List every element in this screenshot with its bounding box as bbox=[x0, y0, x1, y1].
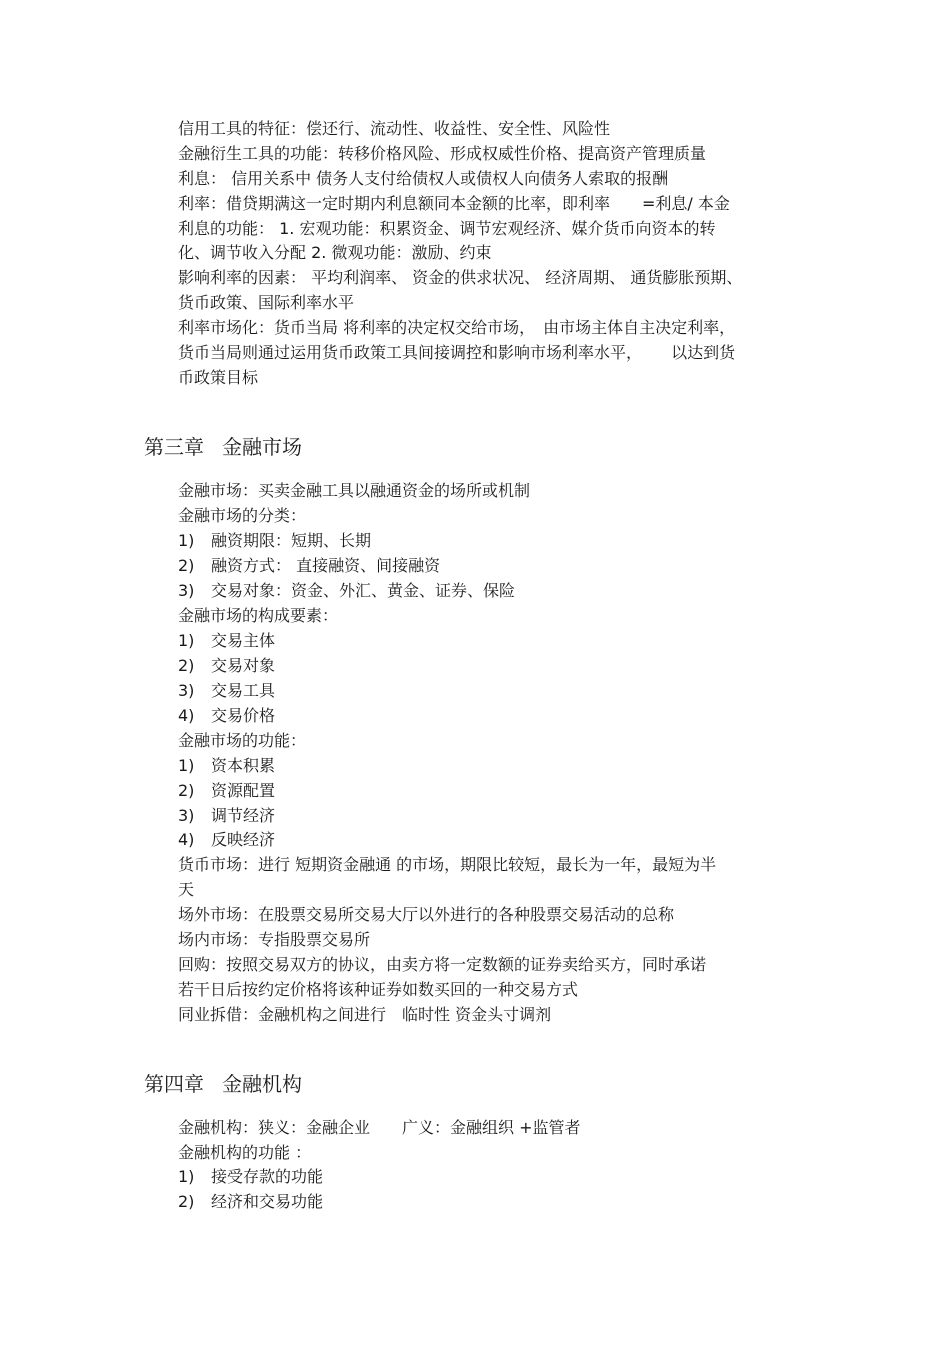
text-line: 金融机构：狭义：金融企业 广义：金融组织 +监管者 bbox=[178, 1118, 581, 1137]
list-number: 2) bbox=[178, 781, 195, 800]
list-item bbox=[178, 656, 275, 676]
text-line: 货币市场：进行 短期资金融通 的市场，期限比较短，最长为一年，最短为半 bbox=[178, 855, 717, 874]
text-line: 信用工具的特征：偿还行、流动性、收益性、安全性、风险性 bbox=[178, 119, 611, 138]
text-line: 币政策目标 bbox=[178, 368, 259, 387]
text-line: 利息： 信用关系中 债务人支付给债权人或债权人向债务人索取的报酬 bbox=[178, 169, 669, 188]
list-item bbox=[178, 806, 275, 826]
list-number: 1) bbox=[178, 1167, 195, 1186]
text-line: 利率市场化：货币当局 将利率的决定权交给市场， 由市场主体自主决定利率， bbox=[178, 318, 736, 337]
list-number: 3) bbox=[178, 581, 195, 600]
list-text: 调节经济 bbox=[211, 806, 276, 825]
text-line: 回购：按照交易双方的协议，由卖方将一定数额的证券卖给买方，同时承诺 bbox=[178, 955, 707, 974]
list-text: 资源配置 bbox=[211, 781, 276, 800]
list-item bbox=[178, 1167, 323, 1187]
list-number: 1) bbox=[178, 756, 195, 775]
text-line: 金融衍生工具的功能：转移价格风险、形成权威性价格、提高资产管理质量 bbox=[178, 144, 707, 163]
list-item bbox=[178, 781, 275, 801]
text-line: 利率：借贷期满这一定时期内利息额同本金额的比率，即利率 =利息/ 本金 bbox=[178, 194, 730, 213]
text-line: 化、调节收入分配 2. 微观功能：激励、约束 bbox=[178, 243, 492, 262]
list-text: 融资期限：短期、长期 bbox=[211, 531, 372, 550]
text-line: 货币当局则通过运用货币政策工具间接调控和影响市场利率水平， 以达到货 bbox=[178, 343, 736, 362]
list-number: 1) bbox=[178, 631, 195, 650]
list-title: 金融市场的构成要素： bbox=[178, 606, 339, 625]
list-item bbox=[178, 756, 275, 776]
list-item bbox=[178, 830, 275, 850]
list-text: 交易对象 bbox=[211, 656, 276, 675]
list-item bbox=[178, 556, 440, 576]
list-item bbox=[178, 631, 275, 651]
list-text: 经济和交易功能 bbox=[211, 1192, 324, 1211]
list-text: 交易主体 bbox=[211, 631, 276, 650]
chapter-title: 金融市场 bbox=[222, 435, 302, 459]
list-text: 融资方式： 直接融资、间接融资 bbox=[211, 556, 441, 575]
text-line: 货币政策、国际利率水平 bbox=[178, 293, 355, 312]
list-number: 2) bbox=[178, 656, 195, 675]
list-number: 1) bbox=[178, 531, 195, 550]
text-line: 同业拆借：金融机构之间进行 临时性 资金头寸调剂 bbox=[178, 1005, 552, 1024]
list-number: 2) bbox=[178, 1192, 195, 1211]
list-item bbox=[178, 1192, 323, 1212]
text-line: 利息的功能： 1. 宏观功能：积累资金、调节宏观经济、媒介货币向资本的转 bbox=[178, 219, 716, 238]
list-number: 2) bbox=[178, 556, 195, 575]
list-number: 4) bbox=[178, 706, 195, 725]
list-item bbox=[178, 531, 371, 551]
chapter-title: 金融机构 bbox=[222, 1072, 302, 1096]
text-line: 影响利率的因素： 平均利润率、 资金的供求状况、 经济周期、 通货膨胀预期、 bbox=[178, 268, 743, 287]
list-title: 金融市场的分类： bbox=[178, 506, 307, 525]
text-line: 若干日后按约定价格将该种证券如数买回的一种交易方式 bbox=[178, 980, 579, 999]
list-text: 接受存款的功能 bbox=[211, 1167, 324, 1186]
chapter-label: 第三章 bbox=[144, 435, 204, 459]
list-number: 3) bbox=[178, 806, 195, 825]
list-number: 3) bbox=[178, 681, 195, 700]
list-item bbox=[178, 706, 275, 726]
chapter-heading bbox=[144, 434, 302, 460]
list-item bbox=[178, 681, 275, 701]
chapter-label: 第四章 bbox=[144, 1072, 204, 1096]
text-line: 天 bbox=[178, 880, 195, 899]
list-text: 交易工具 bbox=[211, 681, 276, 700]
list-title: 金融市场的功能： bbox=[178, 731, 307, 750]
list-number: 4) bbox=[178, 830, 195, 849]
chapter-heading bbox=[144, 1071, 302, 1097]
list-text: 资本积累 bbox=[211, 756, 276, 775]
list-title: 金融机构的功能 ： bbox=[178, 1143, 312, 1162]
list-text: 交易对象：资金、外汇、黄金、证券、保险 bbox=[211, 581, 516, 600]
list-text: 交易价格 bbox=[211, 706, 276, 725]
list-text: 反映经济 bbox=[211, 830, 276, 849]
text-line: 金融市场：买卖金融工具以融通资金的场所或机制 bbox=[178, 481, 531, 500]
list-item bbox=[178, 581, 515, 601]
text-line: 场内市场：专指股票交易所 bbox=[178, 930, 371, 949]
text-line: 场外市场：在股票交易所交易大厅以外进行的各种股票交易活动的总称 bbox=[178, 905, 675, 924]
